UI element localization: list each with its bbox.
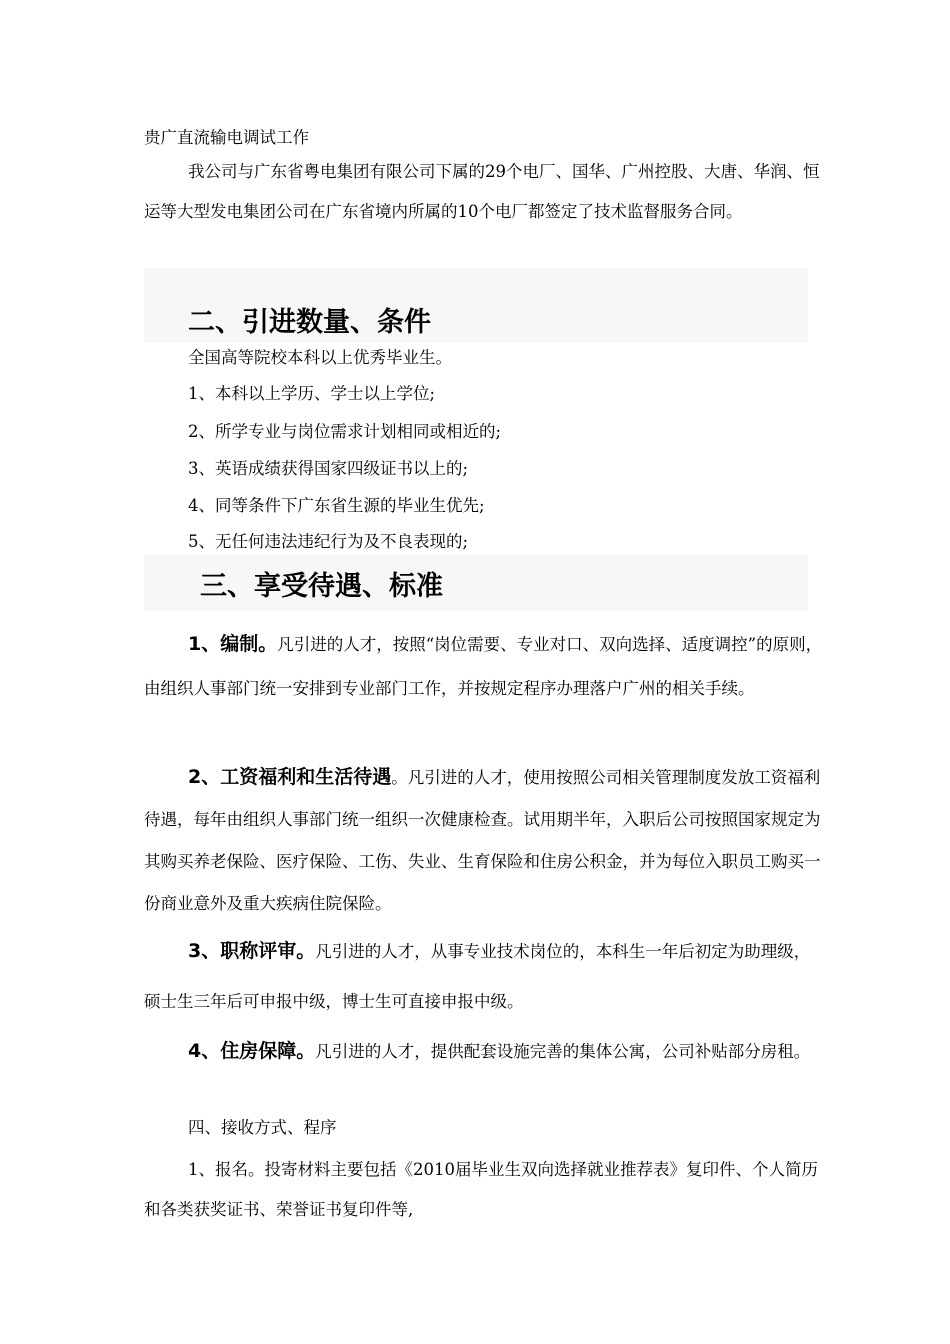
section3-p3-text: 凡引进的人才，从事专业技术岗位的，本科生一年后初定为助理级，硕士生三年后可申报中级，博士生可直接申报中级。 — [144, 942, 811, 1011]
section2-item-3: 3、英语成绩获得国家四级证书以上的; — [188, 459, 469, 478]
section3-heading: 三、享受待遇、标准 — [200, 571, 443, 602]
section3-p3-lead: 3、职称评审。 — [188, 940, 316, 962]
section2-item-5: 5、无任何违法违纪行为及不良表现的; — [188, 532, 469, 551]
section2-item-4: 4、同等条件下广东省生源的毕业生优先; — [188, 496, 485, 515]
intro-end-text: 贵广直流输电调试工作 — [144, 128, 309, 147]
section3-paragraph-2 — [144, 756, 824, 925]
section3-p1-lead: 1、编制。 — [188, 633, 278, 655]
section2-heading: 二、引进数量、条件 — [188, 307, 431, 338]
section3-p4-lead: 4、住房保障。 — [188, 1040, 316, 1062]
section3-paragraph-3 — [144, 926, 824, 1027]
section3-p2-lead: 2、工资福利和生活待遇 — [188, 766, 392, 788]
section2-intro: 全国高等院校本科以上优秀毕业生。 — [188, 348, 452, 367]
section3-p1-text: 凡引进的人才，按照“岗位需要、专业对口、双向选择、适度调控”的原则，由组织人事部门统一安排到专业部门工作，并按规定程序办理落户广州的相关手续。 — [144, 635, 823, 698]
section4-paragraph-1: 1、报名。投寄材料主要包括《2010届毕业生双向选择就业推荐表》复印件、个人简历和各类获奖证书、荣誉证书复印件等, — [144, 1160, 818, 1219]
section3-p4-text: 凡引进的人才，提供配套设施完善的集体公寓，公司补贴部分房租。 — [315, 1042, 811, 1061]
section3-p2-text: 。凡引进的人才，使用按照公司相关管理制度发放工资福利待遇，每年由组织人事部门统一组织一次健康检查。试用期半年，入职后公司按照国家规定为其购买养老保险、医疗保险、工伤、失业、生育保险和住房公积金，并为每位入职员工购买一份商业意外及重大疾病住院保险。 — [144, 768, 821, 913]
section2-item-2: 2、所学专业与岗位需求计划相同或相近的; — [188, 422, 502, 441]
section3-paragraph-1 — [144, 622, 824, 711]
contracts-paragraph: 我公司与广东省粤电集团有限公司下属的29个电厂、国华、广州控股、大唐、华润、恒运等大型发电集团公司在广东省境内所属的10个电厂都签定了技术监督服务合同。 — [144, 162, 820, 221]
section2-item-1: 1、本科以上学历、学士以上学位; — [188, 384, 436, 403]
section3-paragraph-4 — [144, 1026, 824, 1077]
section4-heading: 四、接收方式、程序 — [188, 1118, 337, 1137]
